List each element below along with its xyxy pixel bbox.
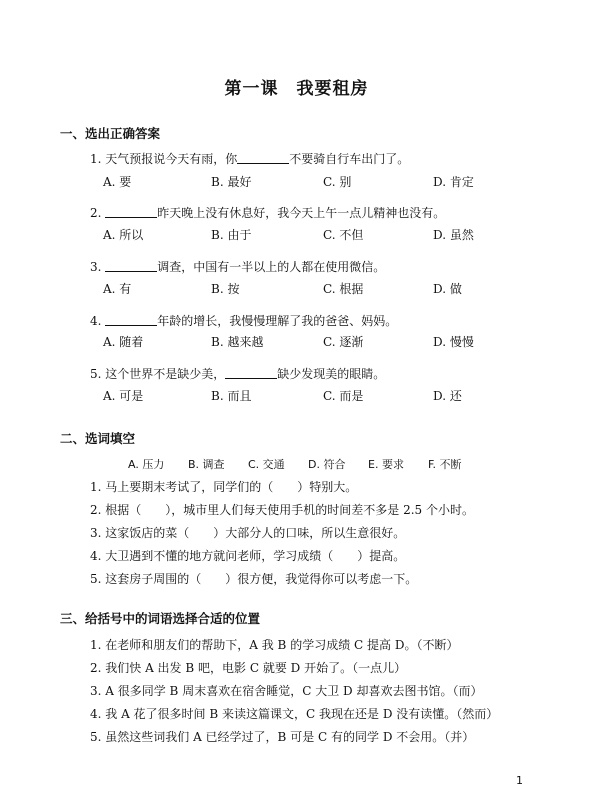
answer-blank[interactable]	[105, 313, 157, 326]
fill-item-5[interactable]: 5. 这套房子周围的（ ）很方便，我觉得你可以考虑一下。	[90, 572, 418, 586]
answer-blank[interactable]	[105, 259, 157, 272]
answer-blank[interactable]	[105, 205, 157, 218]
section3-title: 三、给括号中的词语选择合适的位置	[60, 611, 261, 626]
option[interactable]: D. 慢慢	[433, 335, 474, 349]
option[interactable]: A. 可是	[103, 389, 144, 403]
option[interactable]: D. 还	[433, 389, 462, 403]
option[interactable]: C. 别	[323, 175, 352, 189]
option[interactable]: C. 根据	[323, 282, 364, 296]
option[interactable]: B. 越来越	[211, 335, 264, 349]
question-5: 5. 这个世界不是缺少美， 缺少发现美的眼睛。	[90, 367, 386, 381]
fill-item-3[interactable]: 3. 这家饭店的菜（ ）大部分人的口味，所以生意很好。	[90, 526, 406, 540]
position-item-1[interactable]: 1. 在老师和朋友们的帮助下，A 我 B 的学习成绩 C 提高 D。（不断）	[90, 638, 459, 652]
fill-item-4[interactable]: 4. 大卫遇到不懂的地方就问老师，学习成绩（ ）提高。	[90, 549, 406, 563]
lesson-number: 第一课	[224, 79, 279, 99]
question-4: 4. 年龄的增长，我慢慢理解了我的爸爸、妈妈。	[90, 314, 398, 328]
question-2: 2. 昨天晚上没有休息好，我今天上午一点儿精神也没有。	[90, 206, 446, 220]
option[interactable]: A. 要	[103, 175, 132, 189]
fill-item-2[interactable]: 2. 根据（ ），城市里人们每天使用手机的时间差不多是 2.5 个小时。	[90, 503, 474, 517]
word-choice: B. 调查	[188, 458, 225, 471]
option[interactable]: B. 按	[211, 282, 240, 296]
option[interactable]: B. 由于	[211, 228, 252, 242]
lesson-name: 我要租房	[296, 79, 369, 99]
question-1: 1. 天气预报说今天有雨，你 不要骑自行车出门了。	[90, 152, 410, 166]
question-2-options	[103, 226, 503, 242]
position-item-3[interactable]: 3. A 很多同学 B 周末喜欢在宿舍睡觉，C 大卫 D 却喜欢去图书馆。（而）	[90, 684, 483, 698]
option[interactable]: A. 所以	[103, 228, 144, 242]
option[interactable]: C. 逐渐	[323, 335, 364, 349]
position-item-4[interactable]: 4. 我 A 花了很多时间 B 来读这篇课文，C 我现在还是 D 没有读懂。（然而）	[90, 707, 499, 721]
option[interactable]: C. 而是	[323, 389, 364, 403]
page-title	[0, 74, 593, 99]
question-3: 3. 调查，中国有一半以上的人都在使用微信。	[90, 260, 386, 274]
question-5-options	[103, 387, 503, 403]
option[interactable]: B. 而且	[211, 389, 252, 403]
answer-blank[interactable]	[225, 366, 277, 379]
question-3-options	[103, 280, 503, 296]
question-1-options	[103, 173, 503, 189]
option[interactable]: D. 虽然	[433, 228, 474, 242]
option[interactable]: D. 肯定	[433, 175, 474, 189]
option[interactable]: B. 最好	[211, 175, 252, 189]
section2-title: 二、选词填空	[60, 431, 136, 446]
word-bank	[128, 456, 468, 472]
word-choice: D. 符合	[308, 458, 346, 471]
question-4-options	[103, 333, 503, 349]
option[interactable]: A. 有	[103, 282, 132, 296]
option[interactable]: A. 随着	[103, 335, 144, 349]
word-choice: E. 要求	[368, 458, 404, 471]
section1-title: 一、选出正确答案	[60, 126, 161, 141]
word-choice: C. 交通	[248, 458, 285, 471]
word-choice: F. 不断	[428, 458, 462, 471]
option[interactable]: D. 做	[433, 282, 462, 296]
fill-item-1[interactable]: 1. 马上要期末考试了，同学们的（ ）特别大。	[90, 480, 358, 494]
answer-blank[interactable]	[237, 151, 289, 164]
page-number: 1	[516, 774, 523, 787]
word-choice: A. 压力	[128, 458, 165, 471]
option[interactable]: C. 不但	[323, 228, 364, 242]
position-item-2[interactable]: 2. 我们快 A 出发 B 吧，电影 C 就要 D 开始了。（一点儿）	[90, 661, 407, 675]
position-item-5[interactable]: 5. 虽然这些词我们 A 已经学过了，B 可是 C 有的同学 D 不会用。（并）	[90, 730, 475, 744]
